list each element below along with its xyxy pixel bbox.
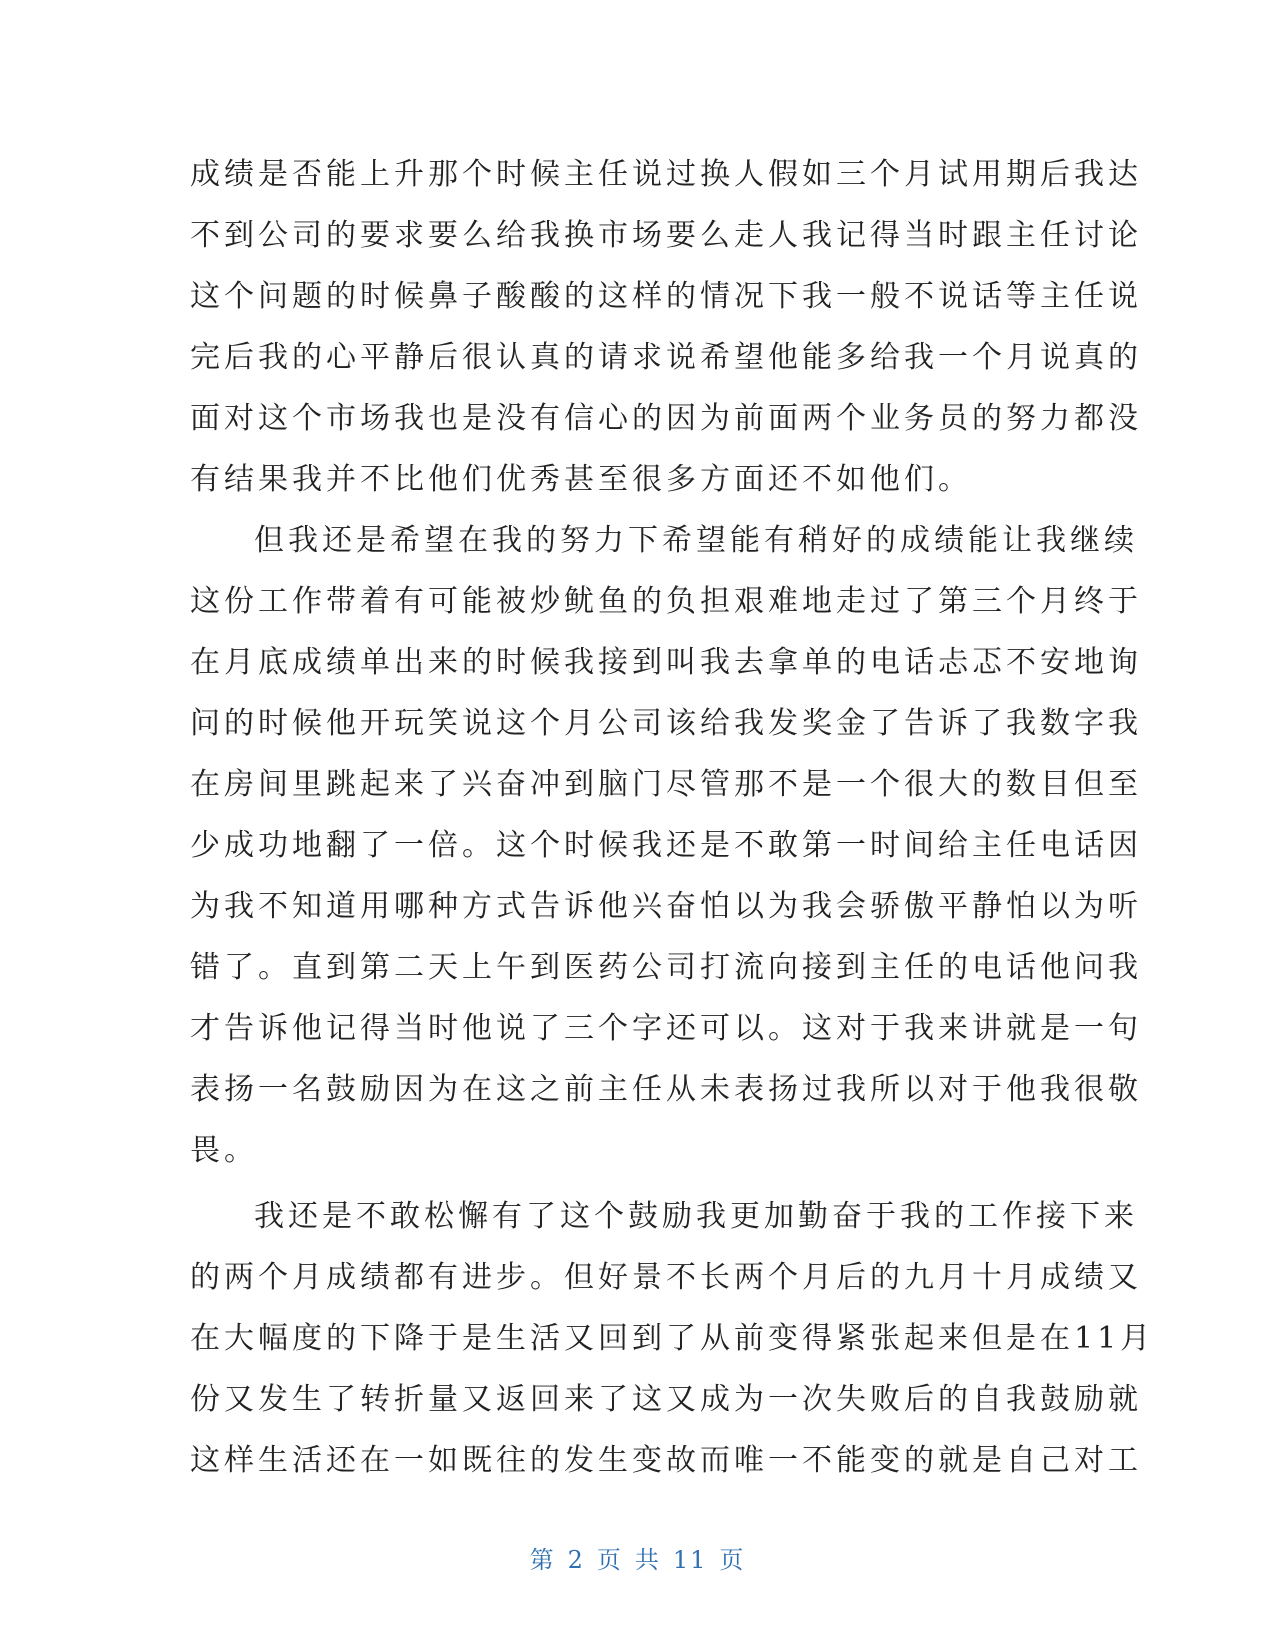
text-line-first: 但我还是希望在我的努力下希望能有稍好的成绩能让我继续 xyxy=(254,523,1138,558)
text-line: 的两个月成绩都有进步。但好景不长两个月后的九月十月成绩又 xyxy=(190,1260,1142,1295)
footer-suffix: 页 xyxy=(719,1546,746,1574)
document-body xyxy=(190,144,1155,1491)
text-line: 表扬一名鼓励因为在这之前主任从未表扬过我所以对于他我很敬 xyxy=(190,1072,1142,1107)
footer-prefix: 第 xyxy=(529,1546,556,1574)
text-line: 在大幅度的下降于是生活又回到了从前变得紧张起来但是在11月 xyxy=(190,1321,1155,1356)
text-line: 错了。直到第二天上午到医药公司打流向接到主任的电话他问我 xyxy=(190,950,1142,985)
footer-total-word: 共 xyxy=(634,1546,661,1574)
text-line: 在月底成绩单出来的时候我接到叫我去拿单的电话忐忑不安地询 xyxy=(190,645,1142,680)
text-line: 在房间里跳起来了兴奋冲到脑门尽管那不是一个很大的数目但至 xyxy=(190,767,1142,802)
total-pages-number: 11 xyxy=(672,1546,708,1574)
text-line: 有结果我并不比他们优秀甚至很多方面还不如他们。 xyxy=(190,462,972,497)
text-line: 不到公司的要求要么给我换市场要么走人我记得当时跟主任讨论 xyxy=(190,218,1142,253)
text-line-first: 我还是不敢松懈有了这个鼓励我更加勤奋于我的工作接下来 xyxy=(254,1199,1138,1234)
text-line: 问的时候他开玩笑说这个月公司该给我发奖金了告诉了我数字我 xyxy=(190,706,1142,741)
page-footer xyxy=(0,1540,1275,1575)
text-line: 这样生活还在一如既往的发生变故而唯一不能变的就是自己对工 xyxy=(190,1443,1142,1478)
text-line: 成绩是否能上升那个时候主任说过换人假如三个月试用期后我达 xyxy=(190,157,1142,192)
text-line: 才告诉他记得当时他说了三个字还可以。这对于我来讲就是一句 xyxy=(190,1011,1142,1046)
paragraph-3 xyxy=(190,1186,1155,1491)
text-line: 面对这个市场我也是没有信心的因为前面两个业务员的努力都没 xyxy=(190,401,1142,436)
text-line: 这份工作带着有可能被炒鱿鱼的负担艰难地走过了第三个月终于 xyxy=(190,584,1142,619)
text-line: 份又发生了转折量又返回来了这又成为一次失败后的自我鼓励就 xyxy=(190,1382,1142,1417)
current-page-number: 2 xyxy=(567,1546,585,1574)
text-line: 为我不知道用哪种方式告诉他兴奋怕以为我会骄傲平静怕以为听 xyxy=(190,889,1142,924)
footer-page-word: 页 xyxy=(596,1546,623,1574)
text-line: 完后我的心平静后很认真的请求说希望他能多给我一个月说真的 xyxy=(190,340,1142,375)
text-line: 畏。 xyxy=(190,1133,258,1168)
text-line: 少成功地翻了一倍。这个时候我还是不敢第一时间给主任电话因 xyxy=(190,828,1142,863)
paragraph-1 xyxy=(190,144,1142,510)
paragraph-2 xyxy=(190,510,1142,1181)
text-line: 这个问题的时候鼻子酸酸的这样的情况下我一般不说话等主任说 xyxy=(190,279,1142,314)
